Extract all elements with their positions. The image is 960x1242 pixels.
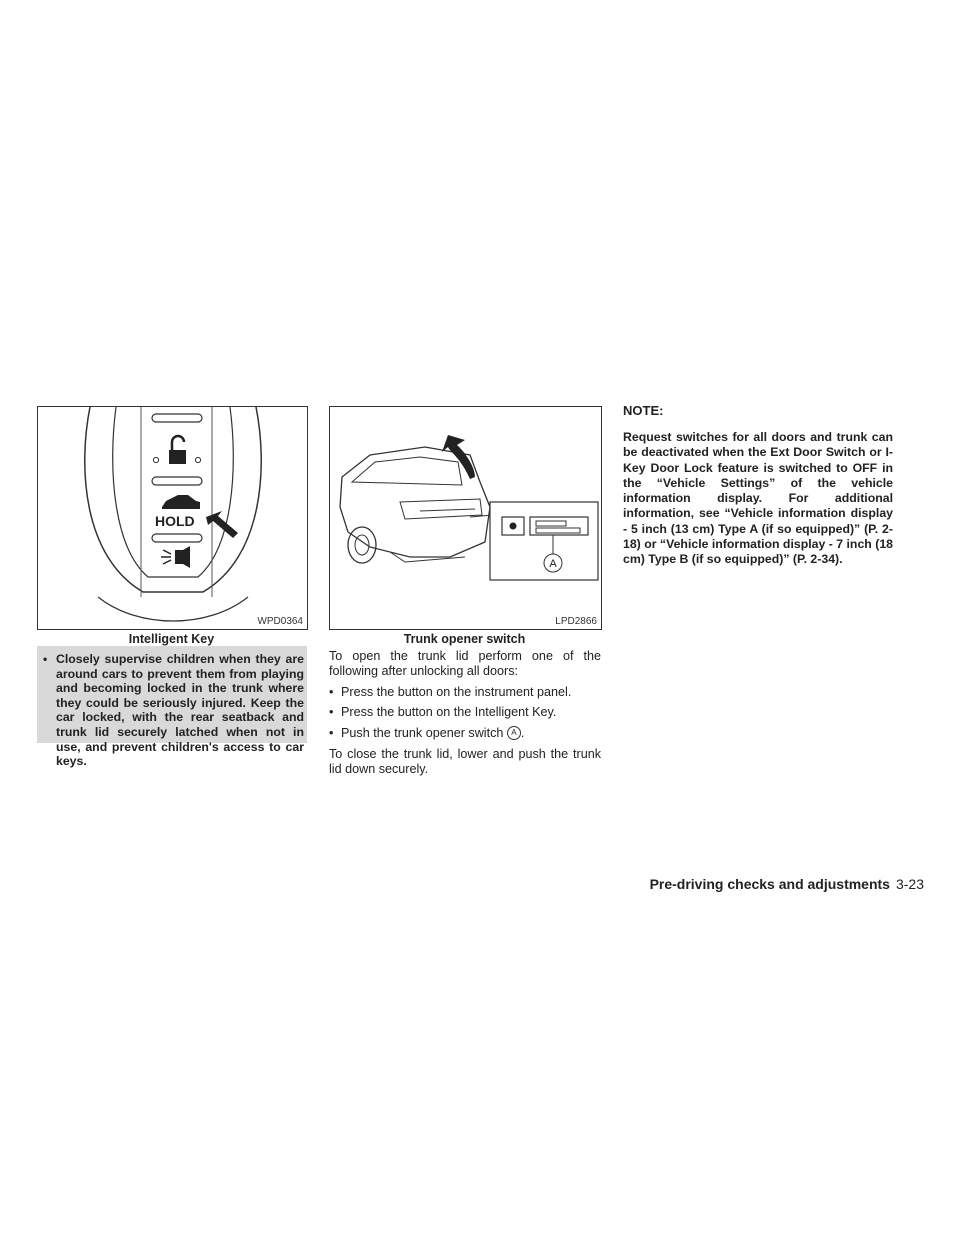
list-item-suffix: . <box>520 725 525 740</box>
trunk-opener-illustration <box>330 407 601 629</box>
intelligent-key-figure <box>37 406 308 630</box>
list-item-text: Press the button on the instrument panel. <box>341 684 572 699</box>
instructions-intro: To open the trunk lid perform one of the following after unlocking all doors: <box>329 649 601 679</box>
figure-caption: Intelligent Key <box>128 632 215 646</box>
list-item: • Press the button on the Intelligent Key. <box>329 705 557 720</box>
figure-code: WPD0364 <box>257 616 303 627</box>
arrow-icon <box>206 511 238 538</box>
list-item-text: Press the button on the Intelligent Key. <box>341 705 557 720</box>
note-title: NOTE: <box>623 403 664 418</box>
svg-text:A: A <box>549 558 557 570</box>
intelligent-key-illustration <box>38 407 307 629</box>
instructions-closing: To close the trunk lid, lower and push the trunk lid down securely. <box>329 747 601 777</box>
list-item: • Push the trunk opener switch A . <box>329 725 525 740</box>
page-footer <box>590 876 924 892</box>
page-number: 3-23 <box>895 876 924 892</box>
callout-a-icon: A <box>507 726 521 740</box>
trunk-opener-figure <box>329 406 602 630</box>
figure-code: LPD2866 <box>555 616 597 627</box>
list-item-text: Push the trunk opener switch <box>341 725 504 740</box>
warning-text: Closely supervise children when they are around cars to prevent them from playing and becoming locked in the trunk where they could be seriously injured. Keep the car locked, with the rear seatback and trunk lid securely latched when not in use, and prevent children's access to car keys. <box>56 652 304 769</box>
trunk-car-icon <box>162 495 200 509</box>
instructions <box>329 649 601 778</box>
note-text: Request switches for all doors and trunk can be deactivated when the Ext Door Switch or I-Key Door Lock feature is switched to OFF in the “Vehicle Settings” of the vehicle information display. For additional information, see “Vehicle information display - 5 inch (13 cm) Type A (if so equipped)” (P. 2-18) or “Vehicle information display - 7 inch (18 cm) Type B (if so equipped)” (P. 2-34). <box>623 430 893 567</box>
figure-caption: Trunk opener switch <box>403 632 526 646</box>
svg-text:HOLD: HOLD <box>155 513 195 529</box>
warning-box <box>37 646 307 769</box>
list-item: • Press the button on the instrument panel. <box>329 684 572 699</box>
warning-bullet: • <box>43 652 48 666</box>
panic-alarm-icon <box>161 546 190 568</box>
unlock-icon <box>169 436 186 464</box>
section-title: Pre-driving checks and adjustments <box>649 876 890 892</box>
